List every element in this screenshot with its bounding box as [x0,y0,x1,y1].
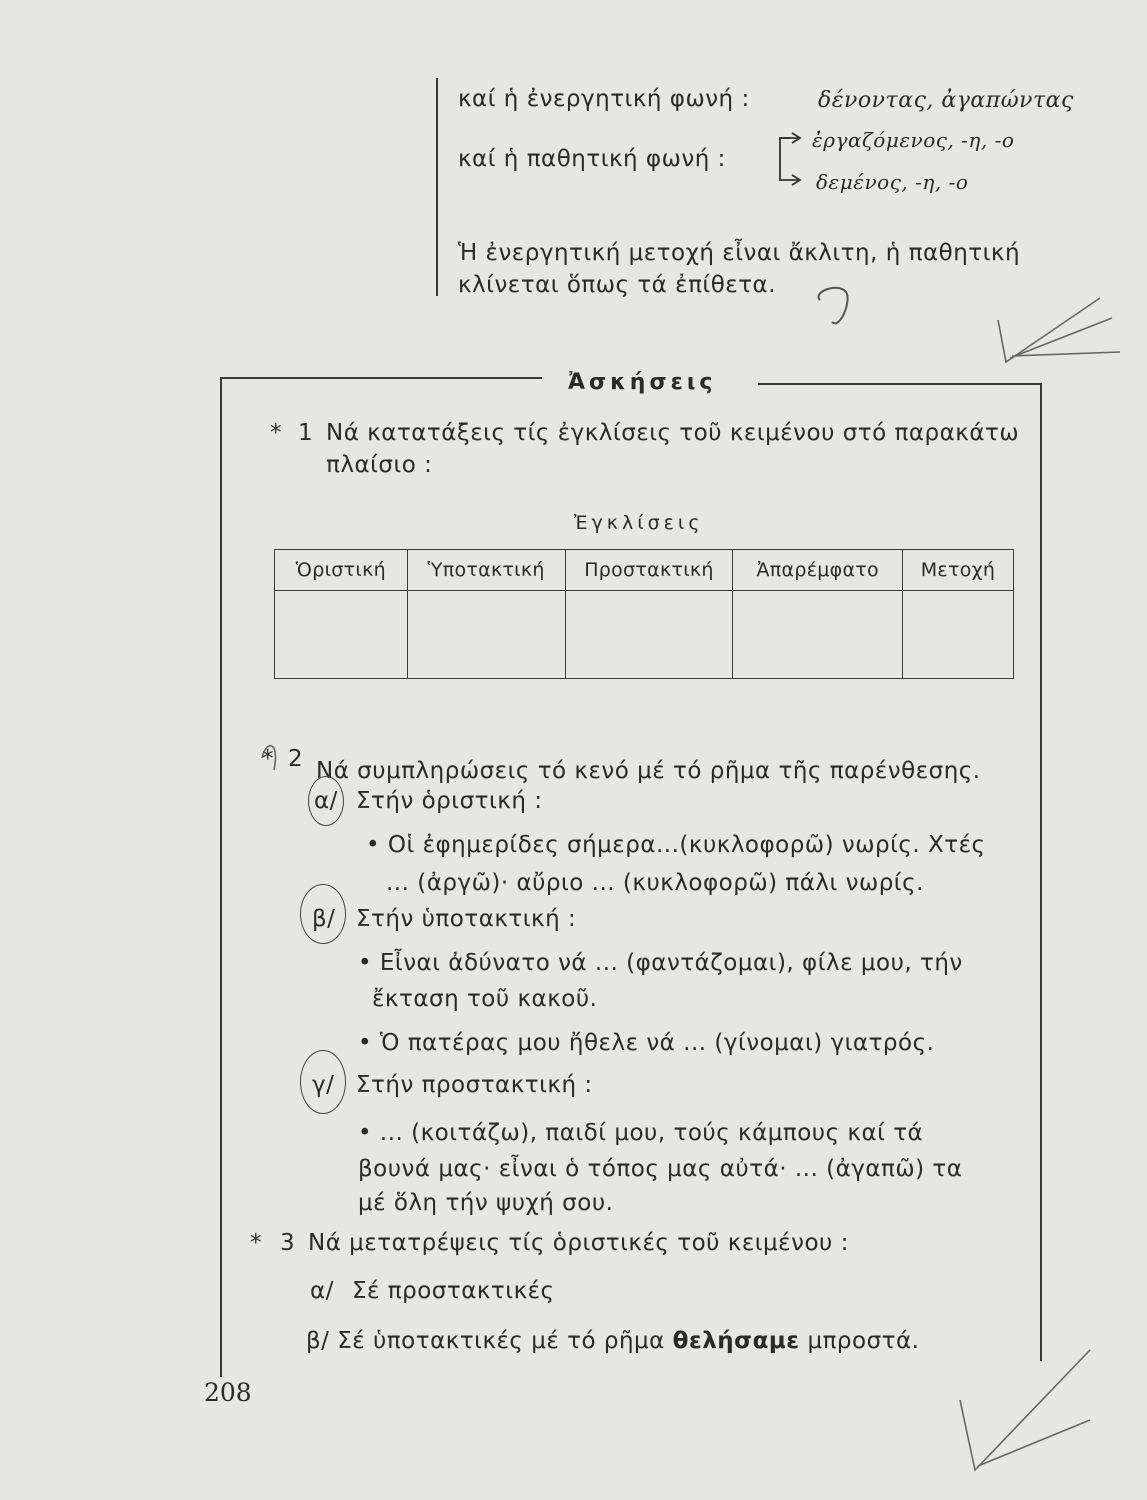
ex3-b-text-before: Σέ ὑποτακτικές μέ τό ρῆμα [337,1328,665,1354]
ex3-instruction: Νά μετατρέψεις τίς ὁριστικές τοῦ κειμένου : [308,1230,849,1256]
blank-cell-oristiki[interactable] [275,591,408,679]
page-number: 208 [204,1378,252,1407]
blank-cell-metochi[interactable] [903,591,1014,679]
ex1-star: * [270,420,282,446]
ex2-a-line-1: • Οἱ ἐφημερίδες σήμερα...(κυκλοφορῶ) νωρίς. Χτές [366,832,986,858]
ex2-a-line-2: ... (ἀργῶ)· αὔριο ... (κυκλοφορῶ) πάλι νωρίς. [386,870,924,896]
ex1-instruction-line-2: πλαίσιο : [326,452,433,478]
ex3-number: 3 [280,1230,296,1256]
ex3-b-bold-verb: θελήσαμε [672,1328,800,1354]
participle-note-line-1: Ἡ ἐνεργητική μετοχή εἶναι ἄκλιτη, ἡ παθητική [458,240,1021,266]
ex2-c-line-3: μέ ὅλη τήν ψυχή σου. [358,1190,614,1216]
passive-voice-label: καί ἡ παθητική φωνή : [458,146,726,172]
exercise-box-left-rule [220,377,222,1377]
ex2-a-label: α/ [314,788,338,814]
ex2-c-heading: Στήν προστακτική : [356,1072,593,1098]
ex2-number: 2 [288,746,304,772]
col-header-aparemfato: Ἀπαρέμφατο [733,550,903,591]
blank-cell-ypotaktiki[interactable] [407,591,565,679]
handwritten-circle-a [308,776,344,826]
ex2-a-heading: Στήν ὁριστική : [356,788,543,814]
pencil-squiggle-icon [818,288,847,324]
exercise-box-top-rule-right [758,383,1042,385]
bracket-arrow-icon [780,138,798,180]
handwritten-circle-b [300,884,346,944]
col-header-oristiki: Ὁριστική [275,550,408,591]
exercise-box-top-rule-left [220,377,542,379]
top-section-rule [436,78,438,296]
ex3-a-text: Σέ προστακτικές [352,1278,555,1304]
ex2-instruction: Νά συμπληρώσεις τό κενό μέ τό ρῆμα τῆς παρένθεσης. [316,758,981,784]
passive-participle-1: ἐργαζόμενος, -η, -ο [812,128,1015,152]
active-voice-value: δένοντας, ἀγαπώντας [818,88,1074,113]
ex3-star: * [250,1230,262,1256]
ex2-c-line-1: • ... (κοιτάζω), παιδί μου, τούς κάμπους καί τά [358,1120,924,1146]
ex2-b-line-3: • Ὁ πατέρας μου ἤθελε νά ... (γίνομαι) γιατρός. [358,1030,935,1056]
ex2-b-line-2: ἔκταση τοῦ κακοῦ. [372,986,598,1012]
ex2-b-heading: Στήν ὑποτακτική : [356,906,577,932]
exercise-box-right-rule [1040,383,1042,1361]
ex2-c-label: γ/ [312,1072,335,1098]
exercises-heading: Ἀσκήσεις [568,370,717,395]
passive-participle-2: δεμένος, -η, -ο [816,170,969,194]
pencil-check-bottom-icon [960,1350,1090,1470]
blank-cell-prostaktiki[interactable] [565,591,733,679]
col-header-prostaktiki: Προστακτική [565,550,733,591]
ex3-b-text-after: μπροστά. [807,1328,920,1354]
ex3-a-label: α/ [310,1278,334,1304]
ex1-instruction-line-1: Νά κατατάξεις τίς ἐγκλίσεις τοῦ κειμένου στό παρακάτω [326,420,1020,446]
ex1-number: 1 [298,420,314,446]
handwritten-circle-c [300,1050,346,1114]
participle-note-line-2: κλίνεται ὅπως τά ἐπίθετα. [458,272,777,298]
moods-table-title: Ἐγκλίσεις [574,512,704,534]
blank-cell-aparemfato[interactable] [733,591,903,679]
ex2-b-line-1: • Εἶναι ἀδύνατο νά ... (φαντάζομαι), φίλε μου, τήν [358,950,963,976]
ex2-b-label: β/ [312,906,336,932]
ex2-c-line-2: βουνά μας· εἶναι ὁ τόπος μας αὐτά· ... (ἀγαπῶ) τα [358,1156,963,1182]
moods-table [274,549,1014,679]
ex3-b-label: β/ [306,1328,330,1354]
ex3-b-line [306,1328,920,1354]
active-voice-label: καί ἡ ἐνεργητική φωνή : [458,86,750,112]
col-header-metochi: Μετοχή [903,550,1014,591]
ex2-star: * [262,746,274,772]
pencil-check-top-icon [998,298,1120,362]
col-header-ypotaktiki: Ὑποτακτική [407,550,565,591]
